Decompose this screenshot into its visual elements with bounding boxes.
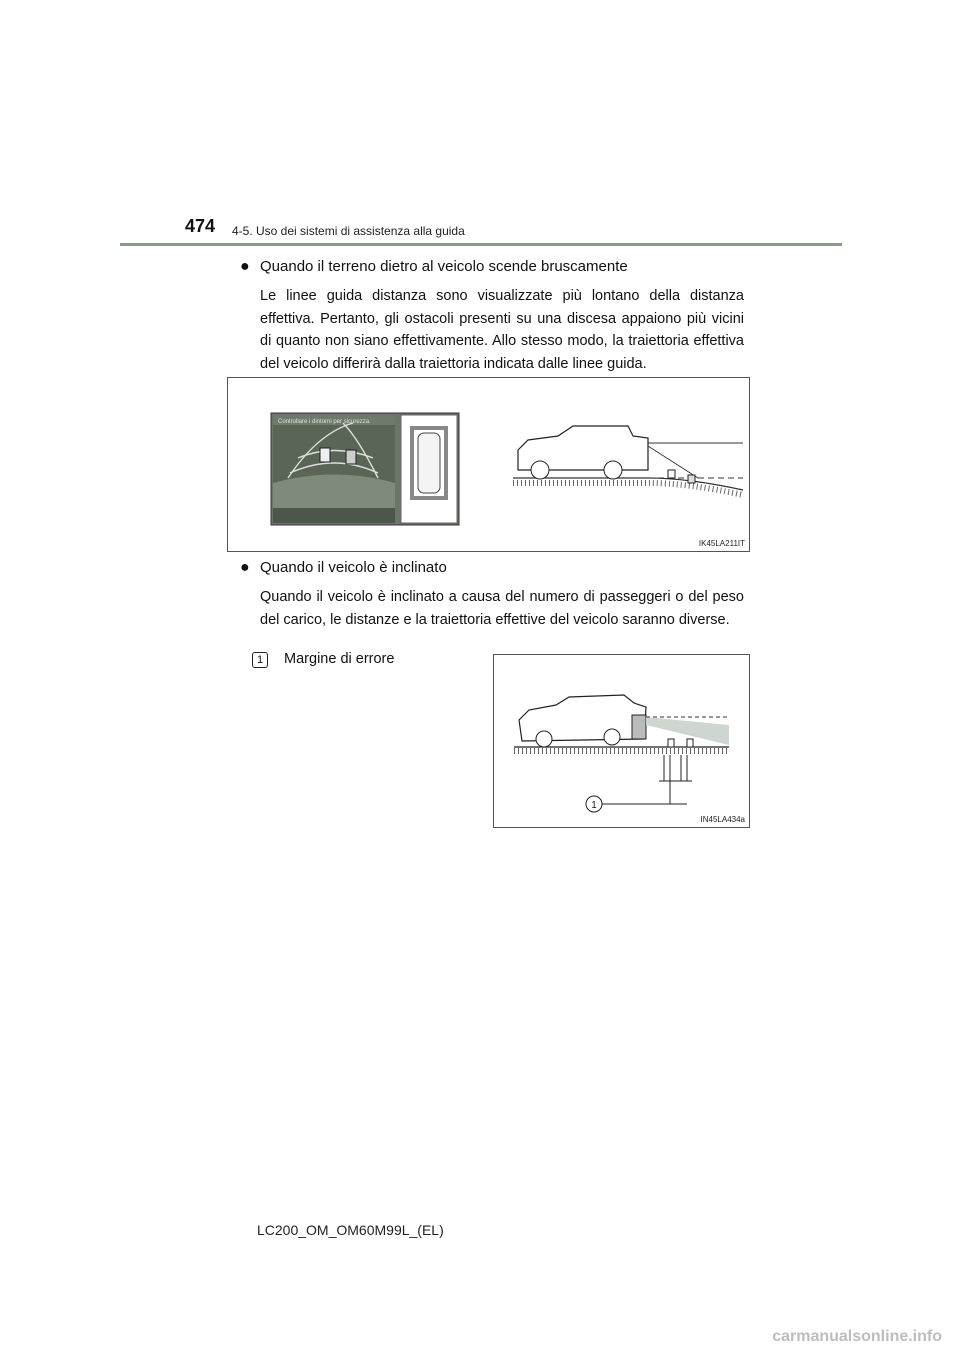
obstacle-1 xyxy=(320,448,330,462)
slope-obstacle-2 xyxy=(688,475,695,483)
ground-hatch xyxy=(513,483,743,495)
figure-drawing xyxy=(228,378,749,551)
page-number: 474 xyxy=(185,216,216,236)
body-paragraph: Quando il veicolo è inclinato a causa del numero di passeggeri o del peso del carico, le distanze e la traiettoria effettive del veicolo saranno diverse. xyxy=(260,589,744,628)
bullet-heading: Quando il terreno dietro al veicolo scende bruscamente xyxy=(260,258,628,275)
document-code: LC200_OM_OM60M99L_(EL) xyxy=(257,1222,444,1238)
header-rule xyxy=(120,243,842,246)
bullet-icon: ● xyxy=(240,258,250,275)
wheel-front xyxy=(536,731,552,747)
figure-code: IK45LA211IT xyxy=(698,539,745,548)
figure-code: IN45LA434a xyxy=(700,815,745,824)
callout-number: 1 xyxy=(591,800,597,811)
slope-obstacle-1 xyxy=(668,470,675,478)
cargo-load xyxy=(632,715,646,739)
screen-toolbar xyxy=(273,508,395,523)
slope-ground xyxy=(513,478,743,490)
top-view-car xyxy=(418,433,440,493)
bullet-heading: Quando il veicolo è inclinato xyxy=(260,559,447,576)
bullet-icon: ● xyxy=(240,559,250,576)
section-title: 4-5. Uso dei sistemi di assistenza alla guida xyxy=(232,224,465,238)
wheel-rear xyxy=(604,461,622,479)
figure-steep-descent xyxy=(227,377,750,552)
obstacle-2 xyxy=(346,450,356,464)
legend-item xyxy=(252,651,394,668)
figure-inclined-vehicle xyxy=(493,654,750,828)
watermark: carmanualsonline.info xyxy=(772,1328,942,1345)
wheel-front xyxy=(531,461,549,479)
ground-marker-2 xyxy=(687,739,693,747)
figure-drawing xyxy=(494,655,749,827)
wheel-rear xyxy=(604,729,620,745)
legend-label: Margine di errore xyxy=(284,651,395,667)
screen-banner: Controllare i dintorni per sicurezza. xyxy=(278,419,371,425)
body-paragraph: Le linee guida distanza sono visualizzate più lontano della distanza effettiva. Pertanto, gli ostacoli presenti su una discesa appaiono più vicini di quanto non siano effettivamente. Allo stesso modo, la traiettoria effettiva del veicolo differirà dalla traiettoria indicata dalle linee guida. xyxy=(260,288,744,372)
legend-number: 1 xyxy=(252,652,268,668)
ground-marker-1 xyxy=(668,739,674,747)
